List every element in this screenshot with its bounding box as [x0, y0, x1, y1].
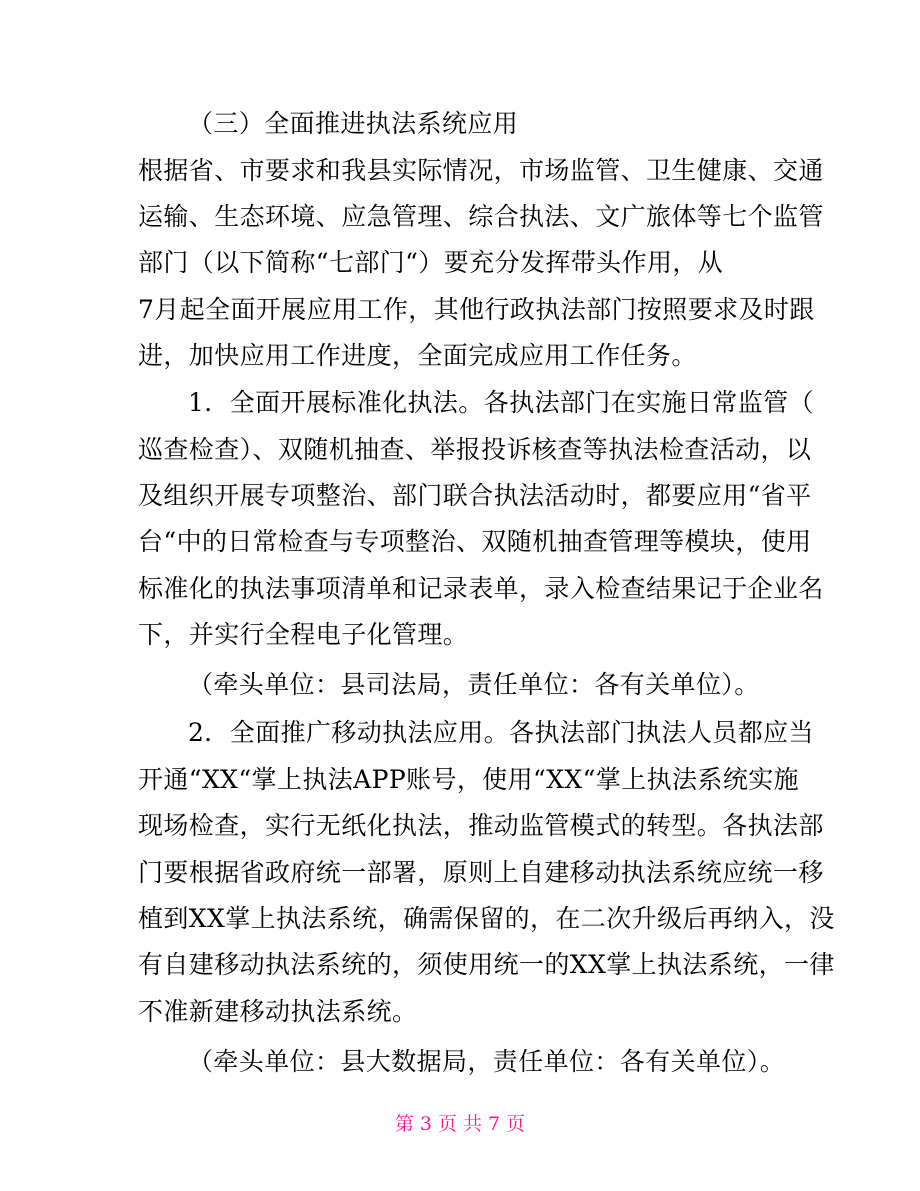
paragraph-line: 部门（以下简称“七部门“）要充分发挥带头作用，从 — [138, 248, 724, 277]
paragraph-line: 下，并实行全程电子化管理。 — [138, 620, 469, 649]
paragraph-line: 运输、生态环境、应急管理、综合执法、文广旅体等七个监管 — [138, 202, 824, 231]
paragraph-line: 植到XX掌上执法系统，确需保留的，在二次升级后再纳入，没 — [138, 904, 835, 933]
paragraph-line: 巡查检查）、双随机抽查、举报投诉核查等执法检查活动，以 — [138, 435, 812, 464]
paragraph-line: 7月起全面开展应用工作，其他行政执法部门按照要求及时跟 — [138, 295, 815, 324]
item-2-heading-line: 2．全面推广移动执法应用。各执法部门执法人员都应当 — [188, 718, 814, 747]
paragraph-line: 门要根据省政府统一部署，原则上自建移动执法系统应统一移 — [138, 858, 824, 887]
item-1-lead-unit: （牵头单位：县司法局，责任单位：各有关单位）。 — [188, 670, 760, 699]
item-2-lead-unit: （牵头单位：县大数据局，责任单位：各有关单位）。 — [188, 1047, 786, 1076]
item-1-heading-line: 1．全面开展标准化执法。各执法部门在实施日常监管（ — [188, 388, 814, 417]
section-heading: （三）全面推进执法系统应用 — [188, 109, 519, 138]
paragraph-line: 开通“XX“掌上执法APP账号，使用“XX“掌上执法系统实施 — [138, 765, 800, 794]
paragraph-line: 及组织开展专项整治、部门联合执法活动时，都要应用“省平 — [138, 481, 812, 510]
page-number-footer: 第 3 页 共 7 页 — [394, 1113, 526, 1135]
paragraph-line: 台“中的日常检查与专项整治、双随机抽查管理等模块，使用 — [138, 527, 812, 556]
paragraph-line: 现场检查，实行无纸化执法，推动监管模式的转型。各执法部 — [138, 811, 824, 840]
paragraph-line: 不准新建移动执法系统。 — [138, 997, 418, 1026]
paragraph-line: 进，加快应用工作进度，全面完成应用工作任务。 — [138, 341, 697, 370]
paragraph-line: 标准化的执法事项清单和记录表单，录入检查结果记于企业名 — [138, 574, 824, 603]
paragraph-line: 根据省、市要求和我县实际情况，市场监管、卫生健康、交通 — [138, 156, 824, 185]
paragraph-line: 有自建移动执法系统的，须使用统一的XX掌上执法系统，一律 — [138, 950, 835, 979]
